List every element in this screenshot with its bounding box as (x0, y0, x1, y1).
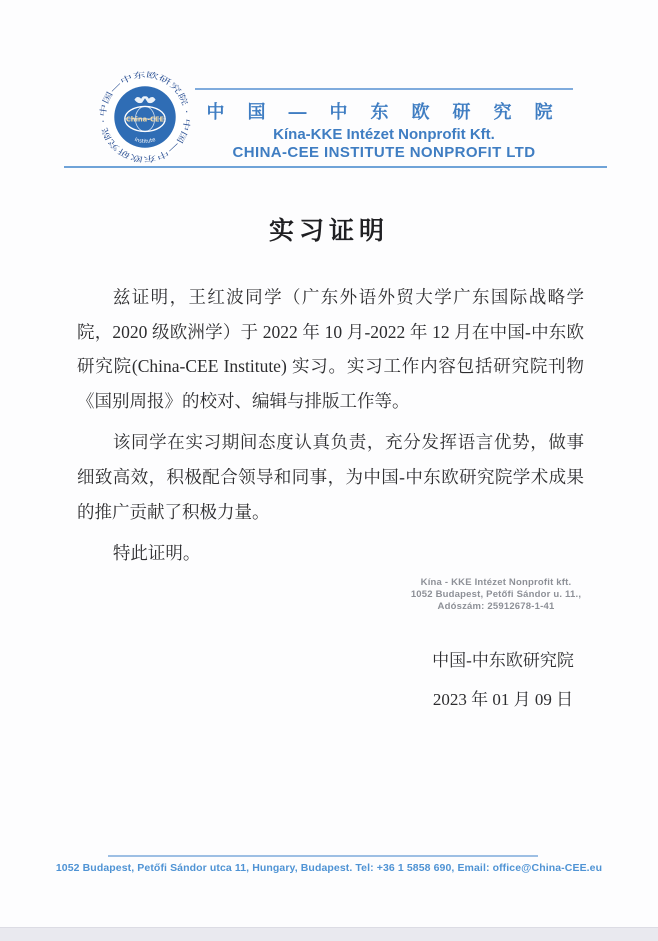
institute-name-chinese: 中 国 — 中 东 欧 研 究 院 (206, 102, 562, 122)
document-title: 实习证明 (268, 218, 389, 245)
scan-edge (0, 927, 658, 941)
footer-rule (108, 855, 538, 857)
signature-organization: 中国-中东欧研究院 (432, 651, 574, 670)
body-paragraph: 该同学在实习期间态度认真负责，充分发挥语言优势，做事细致高效，积极配合领导和同事，为中国-中东欧研究院学术成果的推广贡献了积极力量。 (77, 432, 584, 522)
stamp-line: Adószám: 25912678-1-41 (437, 601, 555, 612)
seal-ring-text: 中国—中东欧研究院 · 中国—中东欧研究院 · (98, 70, 192, 164)
institute-name-hungarian: Kína-KKE Intézet Nonprofit Kft. (273, 126, 495, 143)
stamp-line: 1052 Budapest, Petőfi Sándor u. 11., (410, 589, 582, 600)
letterhead-titles (193, 88, 575, 161)
institute-seal-icon (97, 69, 193, 165)
body-paragraph: 兹证明，王红波同学（广东外语外贸大学广东国际战略学院，2020 级欧洲学）于 2022 年 10 月-2022 年 12 月在中国-中东欧研究院(China-CEE Institute) 实习。实习工作内容包括研究院刊物《国别周报》的校对、编辑与排版工作等。 (77, 287, 584, 411)
body-paragraph: 特此证明。 (112, 543, 201, 564)
seal-globe-text: China-CEE (125, 115, 165, 124)
institute-name-english: CHINA-CEE INSTITUTE NONPROFIT LTD (232, 144, 536, 161)
footer-contact-info: 1052 Budapest, Petőfi Sándor utca 11, Hungary, Budapest. Tel: +36 1 5858 690, Email: office@China-CEE.eu (55, 862, 603, 874)
letterhead-bottom-rule (64, 166, 607, 168)
company-stamp (401, 577, 591, 613)
signature-date: 2023 年 01 月 09 日 (432, 690, 574, 709)
stamp-line: Kína - KKE Intézet Nonprofit kft. (420, 577, 572, 588)
letterhead-top-rule (195, 88, 573, 90)
seal-globe-subtext: Institute (133, 136, 157, 145)
document-body (77, 280, 584, 571)
